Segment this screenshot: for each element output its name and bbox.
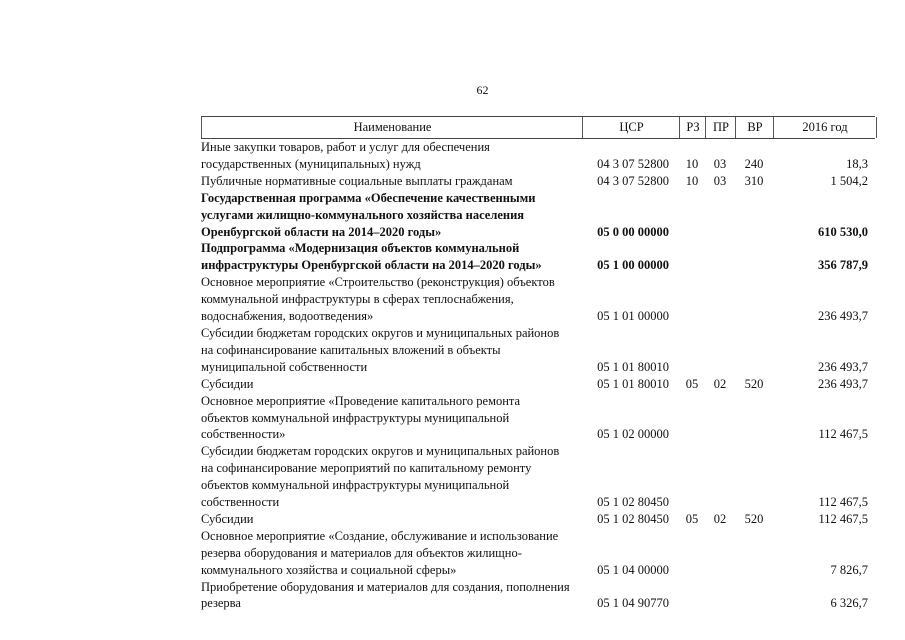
table-row — [201, 376, 875, 393]
row-name-line: Оренбургской области на 2014–2020 годы» — [201, 224, 442, 239]
row-sum: 356 787,9 — [818, 258, 868, 273]
row-name-line: Субсидии бюджетам городских округов и муниципальных районов — [201, 444, 560, 459]
row-csr: 05 1 02 00000 — [597, 427, 669, 442]
row-name-line: государственных (муниципальных) нужд — [201, 156, 421, 171]
row-sum: 236 493,7 — [818, 309, 868, 324]
row-csr: 05 1 04 00000 — [597, 562, 669, 577]
page-number: 62 — [476, 83, 489, 97]
row-name-line: Субсидии бюджетам городских округов и муниципальных районов — [201, 325, 560, 340]
row-sum: 7 826,7 — [830, 562, 868, 577]
header-name: Наименование — [201, 117, 583, 138]
row-csr: 04 3 07 52800 — [597, 156, 669, 171]
row-name-line: резерва — [201, 596, 241, 611]
row-name — [201, 393, 587, 444]
table-row — [201, 325, 875, 376]
row-sum: 18,3 — [846, 156, 868, 171]
table-row — [201, 393, 875, 444]
row-rz: 05 — [685, 511, 699, 526]
row-name — [201, 240, 587, 274]
budget-table — [201, 116, 875, 612]
table-row — [201, 511, 875, 528]
header-year: 2016 год — [773, 117, 877, 138]
row-name-line: Подпрограмма «Модернизация объектов коммунальной — [201, 241, 520, 256]
row-name-line: на софинансирование капитальных вложений в объекты — [201, 342, 501, 357]
row-name-line: Субсидии — [201, 376, 254, 391]
table-body — [201, 139, 875, 612]
row-name-line: коммунального хозяйства и социальной сферы» — [201, 562, 457, 577]
table-row — [201, 240, 875, 274]
row-name — [201, 511, 587, 528]
table-header — [201, 116, 875, 139]
table-row — [201, 443, 875, 511]
row-vr: 240 — [744, 156, 764, 171]
table-row — [201, 528, 875, 579]
header-pr: ПР — [705, 117, 736, 138]
row-name — [201, 325, 587, 376]
row-csr: 05 1 04 90770 — [597, 596, 669, 611]
row-name-line: Субсидии — [201, 511, 254, 526]
row-name-line: инфраструктуры Оренбургской области на 2014–2020 годы» — [201, 258, 542, 273]
row-pr: 03 — [713, 173, 727, 188]
row-vr: 520 — [744, 511, 764, 526]
row-csr: 04 3 07 52800 — [597, 173, 669, 188]
row-sum: 112 467,5 — [818, 427, 868, 442]
row-name — [201, 443, 587, 511]
row-sum: 1 504,2 — [830, 173, 868, 188]
header-vr: ВР — [735, 117, 774, 138]
header-rz: РЗ — [679, 117, 706, 138]
row-vr: 310 — [744, 173, 764, 188]
row-name-line: объектов коммунальной инфраструктуры муниципальной — [201, 410, 510, 425]
row-csr: 05 1 00 00000 — [597, 258, 669, 273]
row-pr: 03 — [713, 156, 727, 171]
row-csr: 05 1 01 00000 — [597, 309, 669, 324]
row-csr: 05 1 01 80010 — [597, 359, 669, 374]
row-pr: 02 — [713, 511, 727, 526]
row-name-line: Основное мероприятие «Строительство (реконструкция) объектов — [201, 275, 555, 290]
row-name-line: Приобретение оборудования и материалов для создания, пополнения — [201, 579, 570, 594]
row-name-line: собственности» — [201, 427, 286, 442]
row-name — [201, 376, 587, 393]
row-name-line: услугами жилищно-коммунального хозяйства населения — [201, 207, 525, 222]
row-name-line: Иные закупки товаров, работ и услуг для обеспечения — [201, 140, 490, 154]
row-sum: 236 493,7 — [818, 359, 868, 374]
row-name-line: водоснабжения, водоотведения» — [201, 309, 374, 324]
row-rz: 05 — [685, 376, 699, 391]
row-name — [201, 528, 587, 579]
row-rz: 10 — [685, 173, 699, 188]
table-row — [201, 274, 875, 325]
row-sum: 6 326,7 — [830, 596, 868, 611]
row-sum: 112 467,5 — [818, 511, 868, 526]
row-sum: 610 530,0 — [818, 224, 868, 239]
table-row — [201, 579, 875, 613]
table-row — [201, 190, 875, 241]
row-name-line: собственности — [201, 495, 280, 510]
row-vr: 520 — [744, 376, 764, 391]
row-csr: 05 1 02 80450 — [597, 511, 669, 526]
row-rz: 10 — [685, 156, 699, 171]
row-csr: 05 0 00 00000 — [597, 224, 669, 239]
row-name-line: муниципальной собственности — [201, 359, 368, 374]
row-name — [201, 274, 587, 325]
row-name — [201, 190, 587, 241]
row-name-line: коммунальной инфраструктуры в сферах теплоснабжения, — [201, 292, 514, 307]
row-name-line: объектов коммунальной инфраструктуры муниципальной — [201, 478, 510, 493]
row-name — [201, 579, 587, 613]
table-row — [201, 173, 875, 190]
row-name — [201, 173, 587, 190]
row-name-line: Публичные нормативные социальные выплаты гражданам — [201, 173, 513, 188]
row-name-line: Основное мероприятие «Проведение капитального ремонта — [201, 393, 521, 408]
row-name-line: резерва оборудования и материалов для объектов жилищно- — [201, 545, 522, 560]
header-csr: ЦСР — [582, 117, 680, 138]
row-name — [201, 139, 587, 173]
row-name-line: на софинансирование мероприятий по капитальному ремонту — [201, 461, 532, 476]
table-row — [201, 139, 875, 173]
row-name-line: Основное мероприятие «Создание, обслуживание и использование — [201, 528, 559, 543]
row-csr: 05 1 02 80450 — [597, 495, 669, 510]
row-csr: 05 1 01 80010 — [597, 376, 669, 391]
row-sum: 236 493,7 — [818, 376, 868, 391]
row-pr: 02 — [713, 376, 727, 391]
row-name-line: Государственная программа «Обеспечение качественными — [201, 190, 536, 205]
row-sum: 112 467,5 — [818, 495, 868, 510]
